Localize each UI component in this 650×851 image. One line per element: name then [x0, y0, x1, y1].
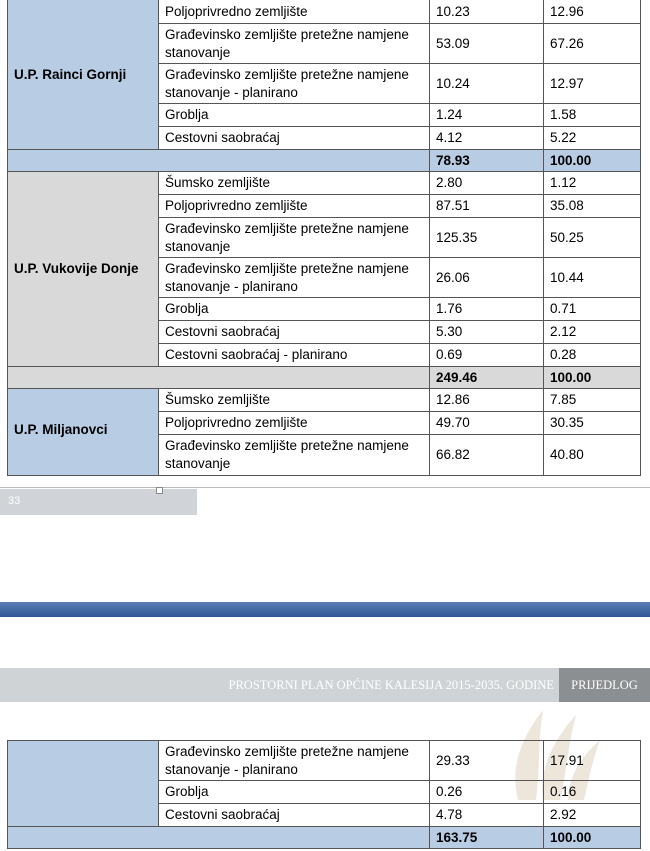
page-number: 33: [0, 489, 197, 515]
area-cell: 66.82: [430, 435, 544, 476]
land-use-cell: Cestovni saobraćaj: [159, 321, 430, 344]
area-cell: 53.09: [430, 24, 544, 64]
area-cell: 10.23: [430, 0, 544, 24]
percent-cell: 0.16: [544, 781, 641, 804]
page-header: [0, 668, 650, 702]
land-use-table-bottom: [7, 740, 641, 849]
table-row: [8, 741, 641, 781]
area-cell: 29.33: [430, 741, 544, 781]
total-label-cell: [8, 150, 430, 172]
area-cell: 1.24: [430, 104, 544, 127]
land-use-cell: Poljoprivredno zemljište: [159, 0, 430, 24]
land-use-cell: Građevinsko zemljište pretežne namjene stanovanje: [159, 435, 430, 476]
page-separator: [0, 602, 650, 617]
percent-cell: 10.44: [544, 258, 641, 298]
land-use-cell: Građevinsko zemljište pretežne namjene stanovanje - planirano: [159, 741, 430, 781]
area-cell: 0.26: [430, 781, 544, 804]
land-use-table-top: [7, 0, 641, 476]
percent-cell: 30.35: [544, 412, 641, 435]
percent-cell: 12.96: [544, 0, 641, 24]
unit-name: U.P. Miljanovci: [8, 389, 159, 476]
percent-cell: 67.26: [544, 24, 641, 64]
land-use-cell: Šumsko zemljište: [159, 389, 430, 412]
status-badge: PRIJEDLOG: [559, 668, 650, 702]
percent-cell: 0.71: [544, 298, 641, 321]
unit-name: U.P. Rainci Gornji: [8, 0, 159, 150]
total-percent-cell: 100.00: [544, 827, 641, 849]
total-label-cell: [8, 827, 430, 849]
percent-cell: 12.97: [544, 64, 641, 104]
total-row: [8, 827, 641, 849]
unit-name: U.P. Vukovije Donje: [8, 172, 159, 367]
area-cell: 26.06: [430, 258, 544, 298]
area-cell: 2.80: [430, 172, 544, 195]
total-row: [8, 367, 641, 389]
percent-cell: 0.28: [544, 344, 641, 367]
total-area-cell: 249.46: [430, 367, 544, 389]
land-use-cell: Šumsko zemljište: [159, 172, 430, 195]
unit-name-cell: [8, 741, 159, 827]
page-bottom-line: [0, 487, 650, 488]
percent-cell: 50.25: [544, 218, 641, 258]
table-row: [8, 0, 641, 24]
land-use-cell: Građevinsko zemljište pretežne namjene stanovanje - planirano: [159, 64, 430, 104]
land-use-cell: Poljoprivredno zemljište: [159, 195, 430, 218]
area-cell: 4.12: [430, 127, 544, 150]
area-cell: 87.51: [430, 195, 544, 218]
area-cell: 5.30: [430, 321, 544, 344]
total-label-cell: [8, 367, 430, 389]
area-cell: 49.70: [430, 412, 544, 435]
area-cell: 1.76: [430, 298, 544, 321]
total-row: [8, 150, 641, 172]
table-row: [8, 389, 641, 412]
land-use-cell: Groblja: [159, 104, 430, 127]
land-use-cell: Građevinsko zemljište pretežne namjene stanovanje: [159, 218, 430, 258]
total-percent-cell: 100.00: [544, 367, 641, 389]
area-cell: 4.78: [430, 804, 544, 827]
percent-cell: 7.85: [544, 389, 641, 412]
area-cell: 12.86: [430, 389, 544, 412]
land-use-cell: Građevinsko zemljište pretežne namjene stanovanje - planirano: [159, 258, 430, 298]
percent-cell: 5.22: [544, 127, 641, 150]
table-row: [8, 172, 641, 195]
total-area-cell: 78.93: [430, 150, 544, 172]
total-percent-cell: 100.00: [544, 150, 641, 172]
percent-cell: 35.08: [544, 195, 641, 218]
percent-cell: 17.91: [544, 741, 641, 781]
area-cell: 125.35: [430, 218, 544, 258]
area-cell: 0.69: [430, 344, 544, 367]
total-area-cell: 163.75: [430, 827, 544, 849]
land-use-cell: Cestovni saobraćaj: [159, 804, 430, 827]
area-cell: 10.24: [430, 64, 544, 104]
land-use-cell: Građevinsko zemljište pretežne namjene stanovanje: [159, 24, 430, 64]
percent-cell: 1.12: [544, 172, 641, 195]
land-use-cell: Groblja: [159, 781, 430, 804]
land-use-cell: Groblja: [159, 298, 430, 321]
percent-cell: 1.58: [544, 104, 641, 127]
resize-handle[interactable]: [156, 487, 163, 494]
land-use-cell: Cestovni saobraćaj: [159, 127, 430, 150]
land-use-cell: Cestovni saobraćaj - planirano: [159, 344, 430, 367]
percent-cell: 2.12: [544, 321, 641, 344]
document-title: PROSTORNI PLAN OPĆINE KALESIJA 2015-2035. GODINE: [228, 678, 554, 692]
percent-cell: 40.80: [544, 435, 641, 476]
percent-cell: 2.92: [544, 804, 641, 827]
land-use-cell: Poljoprivredno zemljište: [159, 412, 430, 435]
